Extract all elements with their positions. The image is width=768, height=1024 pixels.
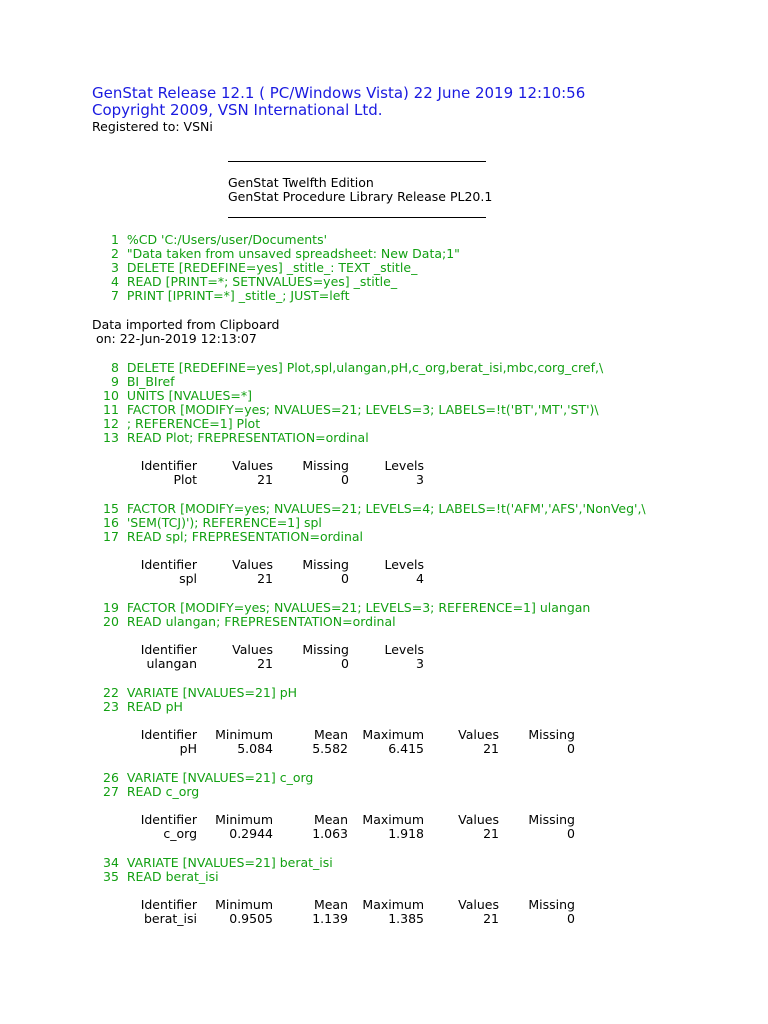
edition-line: GenStat Twelfth Edition bbox=[228, 175, 374, 190]
cell-identifier: Plot bbox=[173, 472, 197, 487]
cell-maximum: 1.385 bbox=[388, 911, 424, 926]
registered-line: Registered to: VSNi bbox=[92, 119, 213, 134]
release-line: GenStat Release 12.1 ( PC/Windows Vista) 22 June 2019 12:10:56 bbox=[92, 84, 586, 102]
command-line: 11 FACTOR [MODIFY=yes; NVALUES=21; LEVELS=3; LABELS=!t('BT','MT','ST')\ bbox=[103, 402, 599, 417]
cell-levels: 4 bbox=[416, 571, 424, 586]
cell-maximum: 6.415 bbox=[388, 741, 424, 756]
command-line: 19 FACTOR [MODIFY=yes; NVALUES=21; LEVELS=3; REFERENCE=1] ulangan bbox=[103, 600, 591, 615]
header-missing: Missing bbox=[302, 557, 349, 572]
header-values: Values bbox=[458, 897, 499, 912]
command-line: 34 VARIATE [NVALUES=21] berat_isi bbox=[103, 855, 333, 870]
header-levels: Levels bbox=[384, 642, 424, 657]
cell-missing: 0 bbox=[567, 741, 575, 756]
command-line: 22 VARIATE [NVALUES=21] pH bbox=[103, 685, 298, 700]
import-line: Data imported from Clipboard bbox=[92, 317, 280, 332]
cell-mean: 1.139 bbox=[312, 911, 348, 926]
header-minimum: Minimum bbox=[215, 812, 273, 827]
header-maximum: Maximum bbox=[362, 812, 424, 827]
cell-missing: 0 bbox=[567, 826, 575, 841]
cell-levels: 3 bbox=[416, 656, 424, 671]
header-maximum: Maximum bbox=[362, 897, 424, 912]
copyright-line: Copyright 2009, VSN International Ltd. bbox=[92, 101, 383, 119]
header-identifier: Identifier bbox=[140, 812, 197, 827]
command-line: 13 READ Plot; FREPRESENTATION=ordinal bbox=[103, 430, 369, 445]
header-minimum: Minimum bbox=[215, 727, 273, 742]
header-mean: Mean bbox=[313, 727, 348, 742]
cell-identifier: ulangan bbox=[146, 656, 197, 671]
cell-mean: 5.582 bbox=[312, 741, 348, 756]
import-date-line: on: 22-Jun-2019 12:13:07 bbox=[92, 331, 257, 346]
command-line: 3 DELETE [REDEFINE=yes] _stitle_: TEXT _stitle_ bbox=[103, 260, 418, 275]
command-line: 16 'SEM(TCJ)'); REFERENCE=1] spl bbox=[103, 515, 322, 530]
cell-missing: 0 bbox=[341, 571, 349, 586]
header-values: Values bbox=[232, 642, 273, 657]
cell-values: 21 bbox=[257, 472, 273, 487]
cell-levels: 3 bbox=[416, 472, 424, 487]
cell-missing: 0 bbox=[567, 911, 575, 926]
command-line: 2 "Data taken from unsaved spreadsheet: New Data;1" bbox=[103, 246, 460, 261]
cell-values: 21 bbox=[483, 911, 499, 926]
command-line: 8 DELETE [REDEFINE=yes] Plot,spl,ulangan,pH,c_org,berat_isi,mbc,corg_cref,\ bbox=[103, 360, 604, 375]
header-levels: Levels bbox=[384, 557, 424, 572]
header-missing: Missing bbox=[302, 458, 349, 473]
cell-identifier: berat_isi bbox=[143, 911, 197, 926]
header-missing: Missing bbox=[302, 642, 349, 657]
header-missing: Missing bbox=[528, 812, 575, 827]
divider-bottom bbox=[228, 217, 486, 218]
header-values: Values bbox=[232, 557, 273, 572]
library-line: GenStat Procedure Library Release PL20.1 bbox=[228, 189, 493, 204]
cell-identifier: pH bbox=[179, 741, 197, 756]
cell-values: 21 bbox=[483, 826, 499, 841]
header-maximum: Maximum bbox=[362, 727, 424, 742]
command-line: 26 VARIATE [NVALUES=21] c_org bbox=[103, 770, 314, 785]
command-line: 15 FACTOR [MODIFY=yes; NVALUES=21; LEVELS=4; LABELS=!t('AFM','AFS','NonVeg',\ bbox=[103, 501, 646, 516]
header-values: Values bbox=[458, 727, 499, 742]
header-values: Values bbox=[458, 812, 499, 827]
command-line: 1 %CD 'C:/Users/user/Documents' bbox=[103, 232, 328, 247]
cell-minimum: 0.9505 bbox=[229, 911, 273, 926]
header-missing: Missing bbox=[528, 897, 575, 912]
header-mean: Mean bbox=[313, 812, 348, 827]
command-line: 23 READ pH bbox=[103, 699, 183, 714]
header-missing: Missing bbox=[528, 727, 575, 742]
header-values: Values bbox=[232, 458, 273, 473]
header-identifier: Identifier bbox=[140, 557, 197, 572]
cell-missing: 0 bbox=[341, 656, 349, 671]
command-line: 27 READ c_org bbox=[103, 784, 200, 799]
cell-maximum: 1.918 bbox=[388, 826, 424, 841]
command-line: 17 READ spl; FREPRESENTATION=ordinal bbox=[103, 529, 364, 544]
cell-identifier: spl bbox=[179, 571, 197, 586]
header-minimum: Minimum bbox=[215, 897, 273, 912]
cell-missing: 0 bbox=[341, 472, 349, 487]
header-identifier: Identifier bbox=[140, 727, 197, 742]
command-line: 35 READ berat_isi bbox=[103, 869, 219, 884]
command-line: 9 BI_BIref bbox=[103, 374, 175, 389]
header-levels: Levels bbox=[384, 458, 424, 473]
command-line: 10 UNITS [NVALUES=*] bbox=[103, 388, 253, 403]
cell-minimum: 5.084 bbox=[237, 741, 273, 756]
cell-minimum: 0.2944 bbox=[229, 826, 273, 841]
header-identifier: Identifier bbox=[140, 897, 197, 912]
header-identifier: Identifier bbox=[140, 458, 197, 473]
command-line: 7 PRINT [IPRINT=*] _stitle_; JUST=left bbox=[103, 288, 350, 303]
cell-identifier: c_org bbox=[163, 826, 197, 841]
cell-values: 21 bbox=[257, 571, 273, 586]
cell-values: 21 bbox=[483, 741, 499, 756]
cell-values: 21 bbox=[257, 656, 273, 671]
command-line: 20 READ ulangan; FREPRESENTATION=ordinal bbox=[103, 614, 396, 629]
command-line: 4 READ [PRINT=*; SETNVALUES=yes] _stitle_ bbox=[103, 274, 398, 289]
header-mean: Mean bbox=[313, 897, 348, 912]
divider-top bbox=[228, 161, 486, 162]
cell-mean: 1.063 bbox=[312, 826, 348, 841]
header-identifier: Identifier bbox=[140, 642, 197, 657]
command-line: 12 ; REFERENCE=1] Plot bbox=[103, 416, 261, 431]
